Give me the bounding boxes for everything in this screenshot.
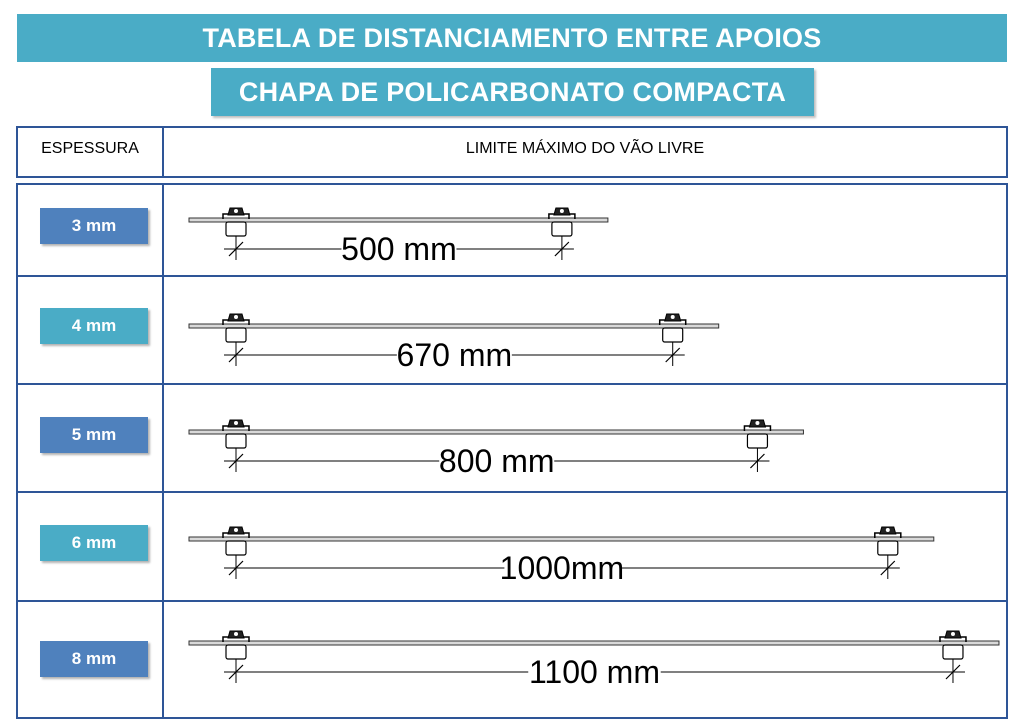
clamp-bolt-icon — [234, 632, 238, 636]
support-profile-icon — [747, 434, 767, 448]
support-profile-icon — [226, 541, 246, 555]
clamp-bolt-icon — [234, 421, 238, 425]
polycarbonate-sheet — [189, 218, 608, 222]
support-profile-icon — [226, 434, 246, 448]
support-profile-icon — [226, 328, 246, 342]
clamp-bolt-icon — [234, 528, 238, 532]
support-profile-icon — [226, 222, 246, 236]
thickness-label-4mm: 4 mm — [40, 308, 148, 344]
header-max-span: LIMITE MÁXIMO DO VÃO LIVRE — [465, 140, 705, 157]
span-dimension-label: 1000mm — [499, 550, 625, 586]
clamp-bolt-icon — [886, 528, 890, 532]
polycarbonate-sheet — [189, 324, 719, 328]
header-thickness: ESPESSURA — [41, 140, 139, 157]
support-profile-icon — [226, 645, 246, 659]
thickness-label-5mm: 5 mm — [40, 417, 148, 453]
page-subtitle: CHAPA DE POLICARBONATO COMPACTA — [211, 68, 814, 116]
clamp-bolt-icon — [755, 421, 759, 425]
support-profile-icon — [878, 541, 898, 555]
span-dimension-label: 1100 mm — [528, 654, 660, 690]
clamp-bolt-icon — [560, 209, 564, 213]
polycarbonate-sheet — [189, 430, 803, 434]
span-dimension-label: 500 mm — [341, 231, 457, 267]
clamp-bolt-icon — [234, 209, 238, 213]
polycarbonate-sheet — [189, 641, 999, 645]
clamp-bolt-icon — [234, 315, 238, 319]
thickness-label-6mm: 6 mm — [40, 525, 148, 561]
polycarbonate-sheet — [189, 537, 934, 541]
span-dimension-label: 670 mm — [396, 337, 513, 373]
span-dimension-label: 800 mm — [438, 443, 555, 479]
thickness-label-8mm: 8 mm — [40, 641, 148, 677]
support-profile-icon — [943, 645, 963, 659]
support-profile-icon — [663, 328, 683, 342]
support-profile-icon — [552, 222, 572, 236]
thickness-label-3mm: 3 mm — [40, 208, 148, 244]
clamp-bolt-icon — [671, 315, 675, 319]
clamp-bolt-icon — [951, 632, 955, 636]
page-title: TABELA DE DISTANCIAMENTO ENTRE APOIOS — [17, 14, 1007, 62]
